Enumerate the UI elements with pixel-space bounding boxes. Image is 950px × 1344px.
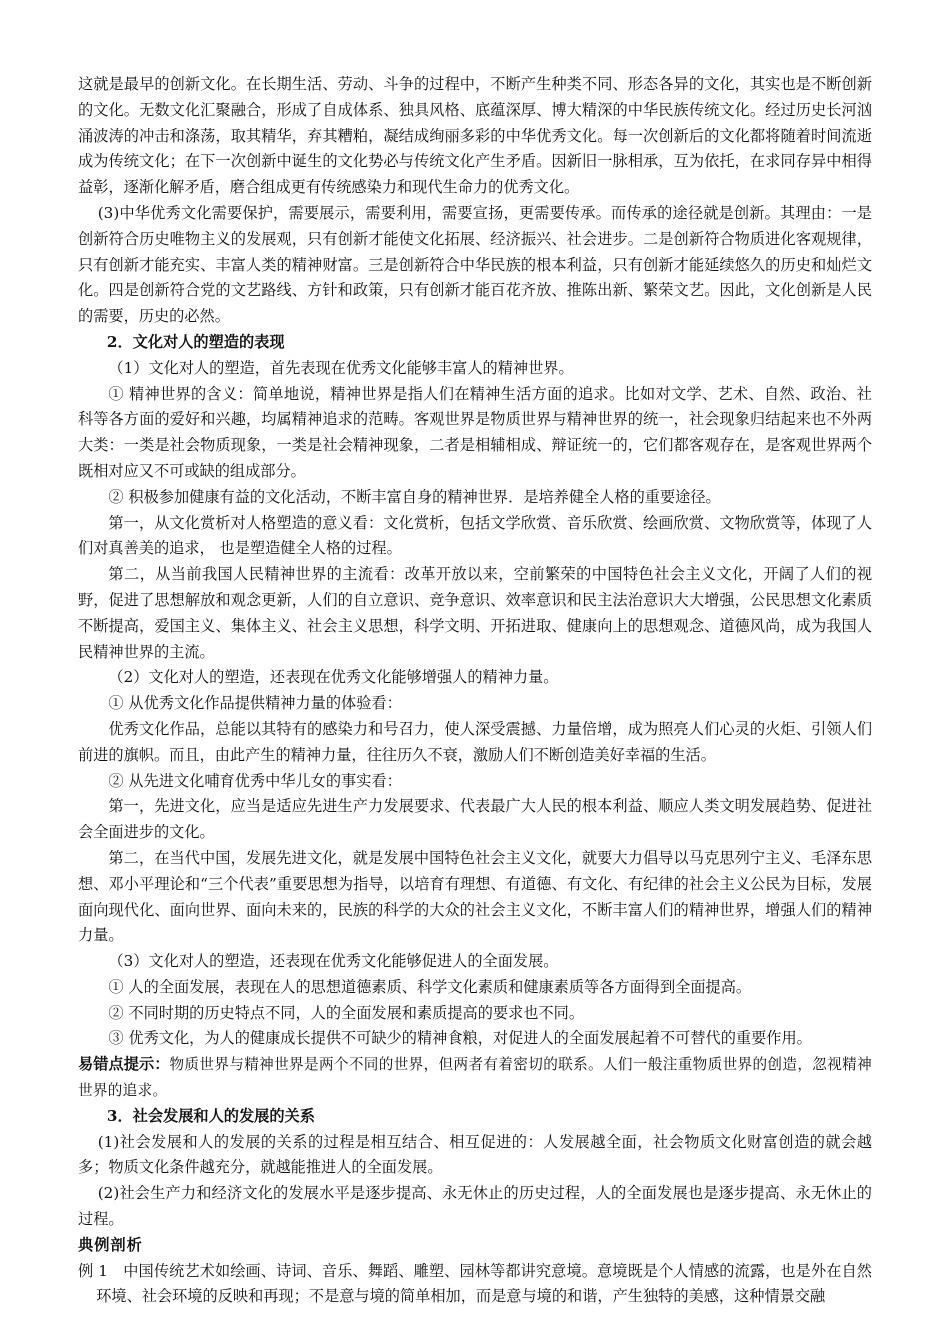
paragraph: ① 从优秀文化作品提供精神力量的体验看： xyxy=(108,694,402,713)
paragraph: ① 人的全面发展，表现在人的思想道德素质、科学文化素质和健康素质等各方面得到全面提高。 xyxy=(108,977,752,996)
section-title-examples: 典例剖析 xyxy=(78,1235,143,1254)
paragraph: (1)社会发展和人的发展的关系的过程是相互结合、相互促进的：人发展越全面，社会物质文化财富创造的就会越多；物质文化条件越充分，就越能推进人的全面发展。 xyxy=(78,1132,872,1177)
error-tip-text: 物质世界与精神世界是两个不同的世界，但两者有着密切的联系。人们一般注重物质世界的创造，忽视精神世界的追求。 xyxy=(78,1056,873,1100)
paragraph: （2）文化对人的塑造，还表现在优秀文化能够增强人的精神力量。 xyxy=(108,668,559,687)
paragraph: (3)中华优秀文化需要保护，需要展示，需要利用，需要宣扬，更需要传承。而传承的途径就是创新。其理由：一是创新符合历史唯物主义的发展观，只有创新才能使文化拓展、经济振兴、社会进步。二是创新符合物质进化客观规律，只有创新才能充实、丰富人类的精神财富。三是创新符合中华民族的根本利益，只有创新才能延续悠久的历史和灿烂文化。四是创新符合党的文艺路线、方针和政策，只有创新才能百花齐放、推陈出新、繁荣文艺。因此，文化创新是人民的需要，历史的必然。 xyxy=(78,203,872,326)
error-tip-label: 易错点提示： xyxy=(78,1055,170,1074)
example-1-label: 例 1 xyxy=(78,1261,108,1280)
paragraph: ② 不同时期的历史特点不同，人的全面发展和素质提高的要求也不同。 xyxy=(108,1003,585,1022)
error-tip xyxy=(78,1052,872,1104)
paragraph: 第一，从文化赏析对人格塑造的意义看：文化赏析，包括文学欣赏、音乐欣赏、绘画欣赏、文物欣赏等，体现了人们对真善美的追求， 也是塑造健全人格的过程。 xyxy=(78,513,872,558)
paragraph: 第二，从当前我国人民精神世界的主流看：改革开放以来，空前繁荣的中国特色社会主义文化，开阔了人们的视野，促进了思想解放和观念更新，人们的自立意识、竞争意识、效率意识和民主法治意识大大增强，公民思想文化素质不断提高，爱国主义、集体主义、社会主义思想，科学文明、开拓进取、健康向上的思想观念、道德风尚，成为我国人民精神世界的主流。 xyxy=(78,565,872,661)
paragraph: (2)社会生产力和经济文化的发展水平是逐步提高、永无休止的历史过程，人的全面发展也是逐步提高、永无休止的过程。 xyxy=(78,1184,872,1229)
paragraph: （3）文化对人的塑造，还表现在优秀文化能够促进人的全面发展。 xyxy=(108,952,559,971)
paragraph: ② 从先进文化哺育优秀中华儿女的事实看： xyxy=(108,771,402,790)
section-heading: 2．文化对人的塑造的表现 xyxy=(106,332,285,351)
paragraph: 这就是最早的创新文化。在长期生活、劳动、斗争的过程中，不断产生种类不同、形态各异的文化，其实也是不断创新的文化。无数文化汇聚融合，形成了自成体系、独具风格、底蕴深厚、博大精深的中华民族传统文化。经过历史长河汹涌波涛的冲击和涤荡，取其精华，弃其糟粕，凝结成绚丽多彩的中华优秀文化。每一次创新后的文化都将随着时间流逝成为传统文化；在下一次创新中诞生的文化势必与传统文化产生矛盾。因新旧一脉相承，互为依托，在求同存异中相得益彰，逐渐化解矛盾，磨合组成更有传统感染力和现代生命力的优秀文化。 xyxy=(78,75,872,197)
paragraph: ③ 优秀文化，为人的健康成长提供不可缺少的精神食粮，对促进人的全面发展起着不可替代的重要作用。 xyxy=(108,1029,812,1048)
paragraph: 第二，在当代中国，发展先进文化，就是发展中国特色社会主义文化，就要大力倡导以马克思列宁主义、毛泽东思想、邓小平理论和“三个代表”重要思想为指导，以培育有理想、有道德、有文化、有纪律的社会主义公民为目标，发展面向现代化、面向世界、面向未来的，民族的科学的大众的社会主义文化，不断丰富人们的精神世界，增强人们的精神力量。 xyxy=(78,848,872,945)
example-1 xyxy=(78,1259,872,1311)
paragraph: ① 精神世界的含义：简单地说，精神世界是指人们在精神生活方面的追求。比如对文学、艺术、自然、政治、社科等各方面的爱好和兴趣，均属精神追求的范畴。客观世界是物质世界与精神世界的统一，社会现象归结起来也不外两大类：一类是社会物质现象，一类是社会精神现象，二者是相辅相成、辩证统一的，它们都客观存在，是客观世界两个既相对应又不可或缺的组成部分。 xyxy=(78,384,872,480)
paragraph: 优秀文化作品，总能以其特有的感染力和号召力，使人深受震撼、力量倍增，成为照亮人们心灵的火炬、引领人们前进的旗帜。而且，由此产生的精神力量，往往历久不衰，激励人们不断创造美好幸福的生活。 xyxy=(78,719,872,764)
document-body xyxy=(78,72,872,1052)
section-heading: 3．社会发展和人的发展的关系 xyxy=(106,1106,315,1125)
paragraph: 第一，先进文化，应当是适应先进生产力发展要求、代表最广大人民的根本利益、顺应人类文明发展趋势、促进社会全面进步的文化。 xyxy=(78,797,872,842)
section-3 xyxy=(78,1104,872,1233)
paragraph: ② 积极参加健康有益的文化活动，不断丰富自身的精神世界．是培养健全人格的重要途径。 xyxy=(108,487,721,506)
example-1-text: 中国传统艺术如绘画、诗词、音乐、舞蹈、雕塑、园林等都讲究意境。意境既是个人情感的流露，也是外在自然环境、社会环境的反映和再现；不是意与境的简单相加，而是意与境的和谐，产生独特的美感，这种情景交融 xyxy=(96,1261,872,1306)
paragraph: （1）文化对人的塑造，首先表现在优秀文化能够丰富人的精神世界。 xyxy=(108,358,574,377)
